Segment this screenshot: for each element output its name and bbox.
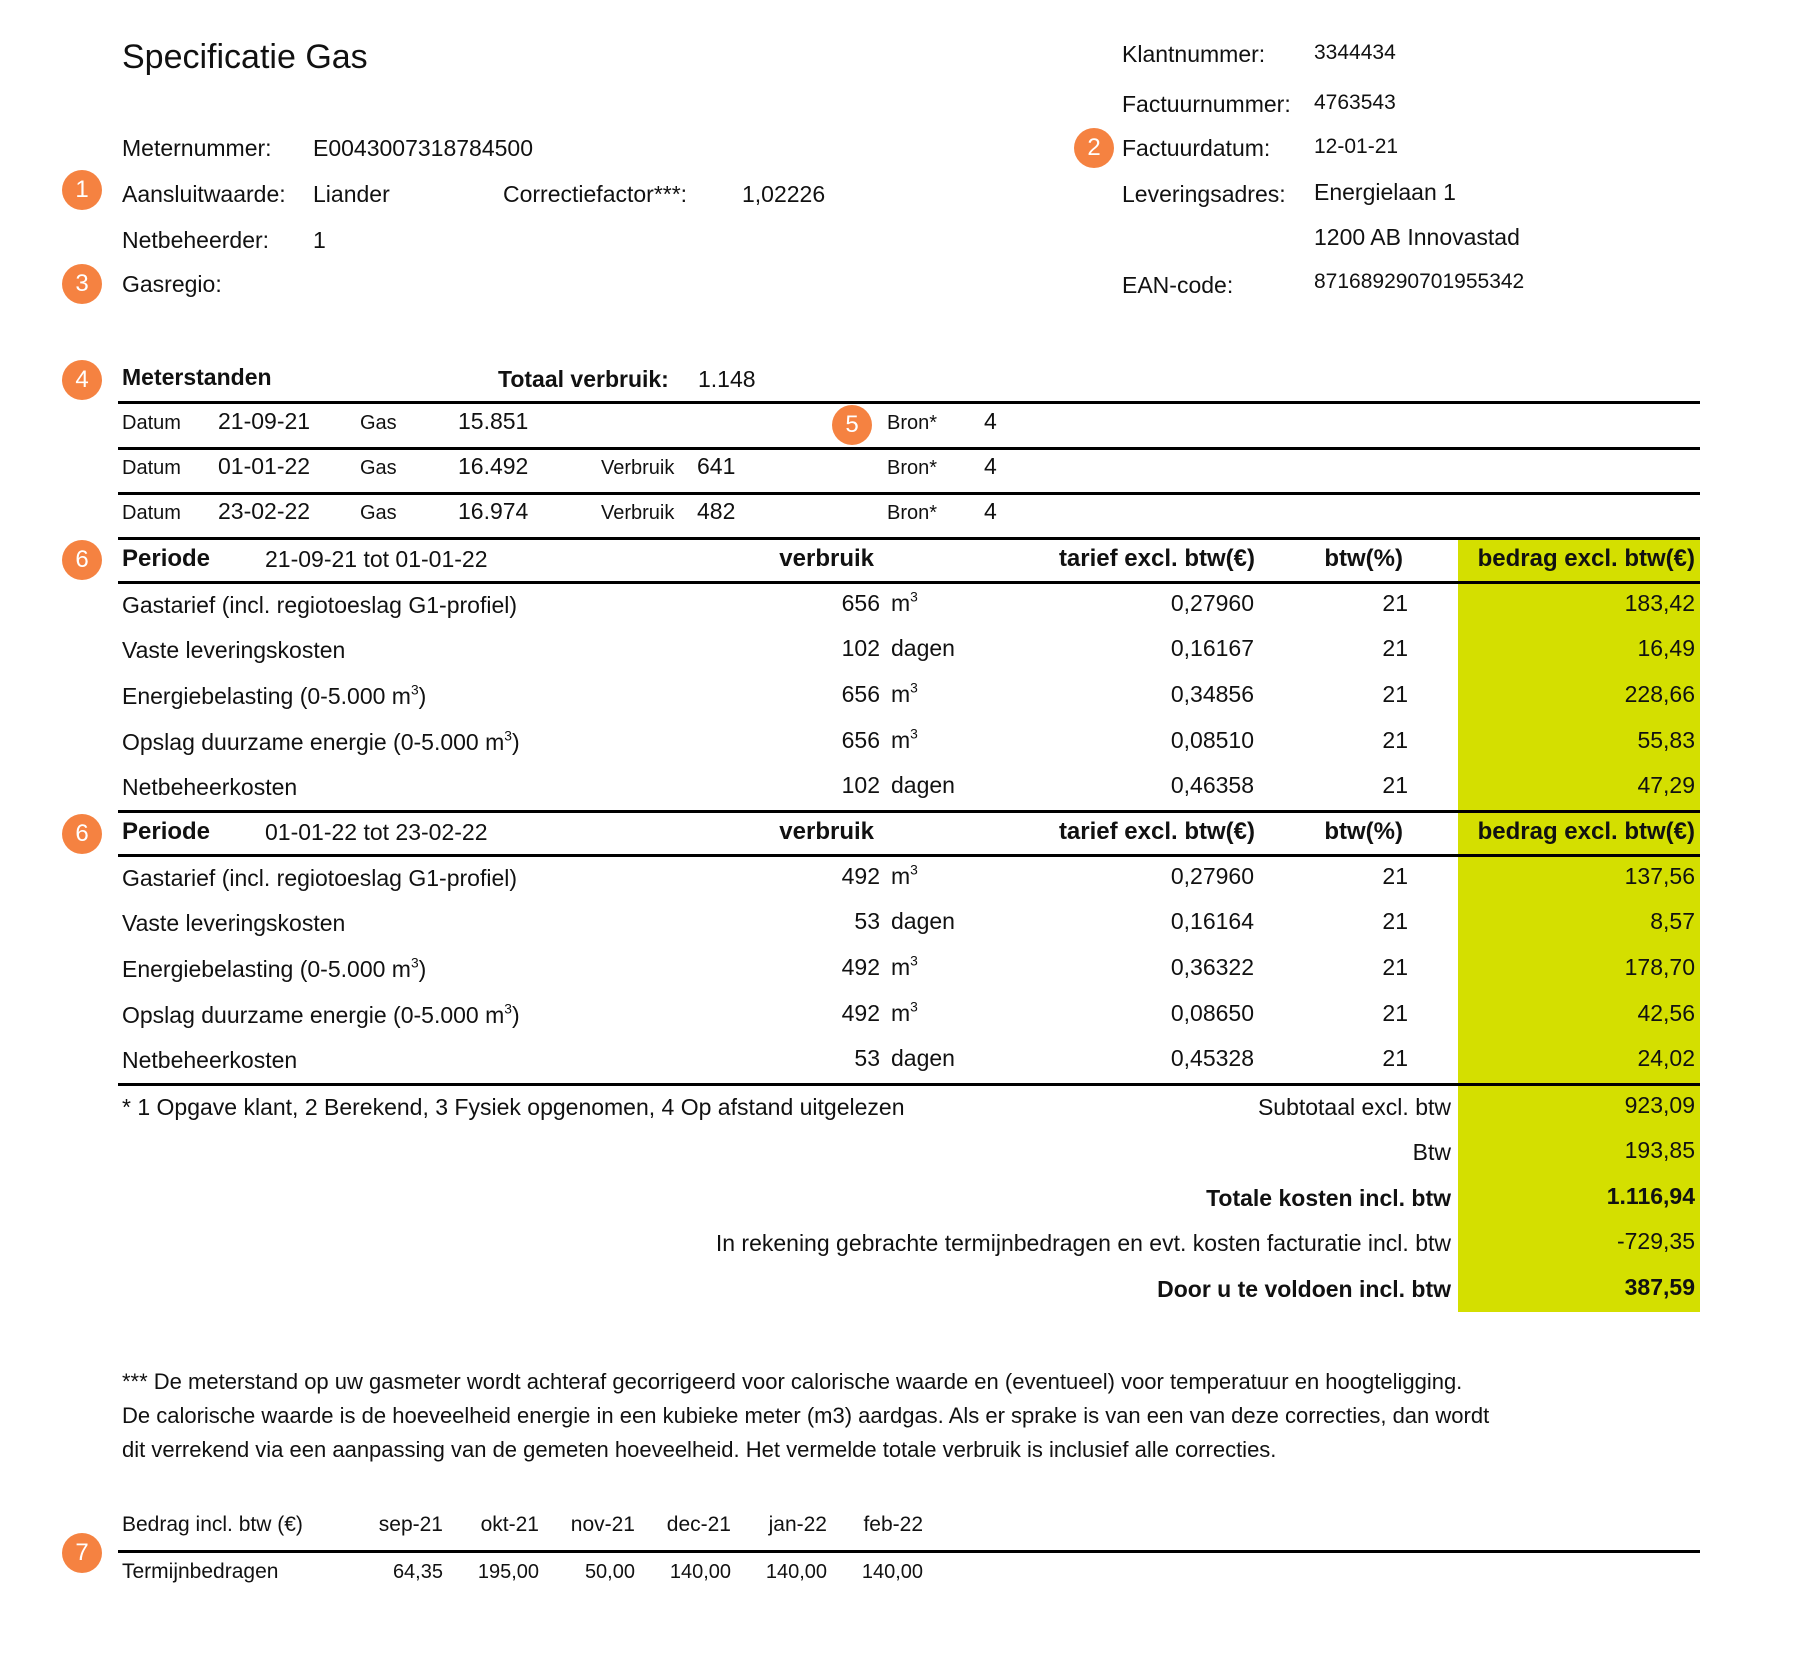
- line-bedrag: 8,57: [1650, 908, 1695, 934]
- badge-4: 4: [62, 360, 102, 400]
- line-bedrag: 24,02: [1637, 1045, 1695, 1071]
- line-tarief: 0,08650: [1170, 1000, 1254, 1026]
- line-bedrag: 16,49: [1637, 635, 1695, 661]
- verbruik-value: 482: [697, 498, 736, 524]
- divider: [118, 401, 1700, 404]
- line-qty: 492: [841, 863, 880, 889]
- line-qty: 102: [841, 772, 880, 798]
- line-tarief: 0,45328: [1170, 1045, 1254, 1071]
- period-table-top-border: [118, 810, 1700, 813]
- termijn-month: dec-21: [666, 1513, 731, 1536]
- line-unit: dagen: [891, 1045, 955, 1071]
- leveringsadres-line1: Energielaan 1: [1314, 179, 1456, 205]
- meternummer-value: E0043007318784500: [313, 135, 534, 161]
- period-range: 01-01-22 tot 23-02-22: [265, 819, 488, 845]
- badge-1: 1: [62, 170, 102, 210]
- leveringsadres-line2: 1200 AB Innovastad: [1314, 224, 1520, 250]
- factuurnummer-label: Factuurnummer:: [1122, 91, 1291, 117]
- gas-label: Gas: [360, 457, 397, 479]
- line-tarief: 0,16164: [1170, 908, 1254, 934]
- line-btw: 21: [1382, 635, 1408, 661]
- termijnbedragen-label: In rekening gebrachte termijnbedragen en evt. kosten facturatie incl. btw: [715, 1230, 1451, 1256]
- line-btw: 21: [1382, 681, 1408, 707]
- line-qty: 656: [841, 590, 880, 616]
- line-unit: $m^3$: [891, 680, 918, 707]
- period-range: 21-09-21 tot 01-01-22: [265, 546, 488, 572]
- termijn-divider: [118, 1550, 1700, 1553]
- line-btw: 21: [1382, 1000, 1408, 1026]
- datum-value: 23-02-22: [218, 498, 311, 524]
- line-bedrag: 55,83: [1637, 727, 1695, 753]
- line-qty: 656: [841, 727, 880, 753]
- badge-6a: 6: [62, 540, 102, 580]
- subtotaal-value: 923,09: [1624, 1092, 1695, 1118]
- termijn-value: 195,00: [477, 1561, 539, 1583]
- datum-value: 21-09-21: [218, 408, 311, 434]
- col-bedrag: bedrag excl. btw(€): [1477, 545, 1695, 572]
- line-tarief: 0,36322: [1170, 954, 1254, 980]
- line-tarief: 0,16167: [1170, 635, 1254, 661]
- line-desc: Gastarief (incl. regiotoeslag G1-profiel): [122, 592, 517, 618]
- line-btw: 21: [1382, 772, 1408, 798]
- line-btw: 21: [1382, 908, 1408, 934]
- period-header-bottom-border: [118, 854, 1700, 857]
- termijn-value: 140,00: [669, 1561, 731, 1583]
- line-unit: dagen: [891, 772, 955, 798]
- termijn-value: 64,35: [392, 1561, 443, 1583]
- line-bedrag: 228,66: [1624, 681, 1695, 707]
- correctiefactor-label: Correctiefactor***:: [503, 181, 688, 207]
- klantnummer-value: 3344434: [1314, 41, 1396, 64]
- totaal-verbruik-label: Totaal verbruik:: [498, 366, 669, 392]
- line-desc: Vaste leveringskosten: [122, 637, 346, 663]
- badge-7: 7: [62, 1533, 102, 1573]
- line-bedrag: 178,70: [1624, 954, 1695, 980]
- line-unit: $m^3$: [891, 953, 918, 980]
- period-label: Periode: [122, 545, 211, 572]
- line-desc: Gastarief (incl. regiotoeslag G1-profiel): [122, 865, 517, 891]
- line-tarief: 0,08510: [1170, 727, 1254, 753]
- datum-label: Datum: [122, 502, 181, 524]
- line-desc: Energiebelasting (0-5.000 $m^3$): [122, 955, 427, 982]
- badge-6b: 6: [62, 814, 102, 854]
- termijn-month: nov-21: [570, 1513, 635, 1536]
- bron-value: 4: [984, 498, 997, 524]
- col-btw: btw(%): [1324, 545, 1403, 572]
- bron-legend: * 1 Opgave klant, 2 Berekend, 3 Fysiek opgenomen, 4 Op afstand uitgelezen: [122, 1094, 905, 1120]
- verbruik-value: 641: [697, 453, 736, 479]
- netbeheerder-value: 1: [313, 227, 326, 253]
- factuurnummer-value: 4763543: [1314, 91, 1396, 114]
- termijn-value: 140,00: [861, 1561, 923, 1583]
- btw-value: 193,85: [1624, 1137, 1695, 1163]
- line-tarief: 0,46358: [1170, 772, 1254, 798]
- klantnummer-label: Klantnummer:: [1122, 41, 1266, 67]
- line-qty: 53: [854, 1045, 880, 1071]
- termijn-month: sep-21: [378, 1513, 443, 1536]
- line-btw: 21: [1382, 1045, 1408, 1071]
- col-bedrag: bedrag excl. btw(€): [1477, 818, 1695, 845]
- line-qty: 492: [841, 954, 880, 980]
- termijn-month: jan-22: [768, 1513, 827, 1536]
- correctiefactor-value: 1,02226: [742, 181, 826, 207]
- ean-value: 871689290701955342: [1314, 270, 1525, 293]
- line-unit: dagen: [891, 635, 955, 661]
- totale-kosten-label: Totale kosten incl. btw: [1206, 1185, 1451, 1211]
- verbruik-label: Verbruik: [601, 502, 675, 524]
- totals-top-border: [118, 1083, 1700, 1086]
- badge-3: 3: [62, 264, 102, 304]
- termijn-month: okt-21: [480, 1513, 539, 1536]
- termijn-value: 140,00: [765, 1561, 827, 1583]
- col-verbruik: verbruik: [779, 818, 874, 845]
- line-unit: $m^3$: [891, 589, 918, 616]
- gas-label: Gas: [360, 412, 397, 434]
- line-btw: 21: [1382, 954, 1408, 980]
- leveringsadres-label: Leveringsadres:: [1122, 181, 1286, 207]
- verbruik-label: Verbruik: [601, 457, 675, 479]
- badge-2: 2: [1074, 128, 1114, 168]
- netbeheerder-label: Netbeheerder:: [122, 227, 270, 253]
- btw-label: Btw: [1412, 1139, 1451, 1165]
- line-tarief: 0,27960: [1170, 590, 1254, 616]
- bron-value: 4: [984, 453, 997, 479]
- line-qty: 53: [854, 908, 880, 934]
- factuurdatum-label: Factuurdatum:: [1122, 135, 1271, 161]
- badge-5: 5: [832, 405, 872, 445]
- bron-label: Bron*: [887, 457, 938, 479]
- line-btw: 21: [1382, 590, 1408, 616]
- line-btw: 21: [1382, 863, 1408, 889]
- datum-label: Datum: [122, 457, 181, 479]
- period-label: Periode: [122, 818, 211, 845]
- factuurdatum-value: 12-01-21: [1314, 135, 1399, 158]
- datum-value: 01-01-22: [218, 453, 311, 479]
- te-voldoen-value: 387,59: [1624, 1274, 1695, 1300]
- line-desc: Netbeheerkosten: [122, 1047, 298, 1073]
- line-desc: Vaste leveringskosten: [122, 910, 346, 936]
- gasregio-label: Gasregio:: [122, 271, 222, 297]
- aansluitwaarde-value: Liander: [313, 181, 390, 207]
- line-bedrag: 42,56: [1637, 1000, 1695, 1026]
- line-bedrag: 183,42: [1624, 590, 1695, 616]
- datum-label: Datum: [122, 412, 181, 434]
- period-header-bottom-border: [118, 581, 1700, 584]
- line-qty: 492: [841, 1000, 880, 1026]
- line-unit: dagen: [891, 908, 955, 934]
- line-bedrag: 47,29: [1637, 772, 1695, 798]
- line-desc: Opslag duurzame energie (0-5.000 $m^3$): [122, 728, 520, 755]
- bron-value: 4: [984, 408, 997, 434]
- line-qty: 656: [841, 681, 880, 707]
- line-bedrag: 137,56: [1624, 863, 1695, 889]
- totale-kosten-value: 1.116,94: [1606, 1183, 1695, 1209]
- line-unit: $m^3$: [891, 999, 918, 1026]
- divider: [118, 492, 1700, 495]
- gas-value: 16.492: [458, 453, 529, 479]
- line-tarief: 0,34856: [1170, 681, 1254, 707]
- footnote-line: dit verrekend via een aanpassing van de gemeten hoeveelheid. Het vermelde totale verbruik is inclusief alle correcties.: [122, 1437, 1277, 1462]
- termijnbedragen-value: -729,35: [1616, 1228, 1695, 1254]
- line-btw: 21: [1382, 727, 1408, 753]
- termijn-row-label: Termijnbedragen: [122, 1560, 279, 1583]
- period-table-top-border: [118, 537, 1700, 540]
- col-tarief: tarief excl. btw(€): [1058, 818, 1255, 845]
- footnote-line: De calorische waarde is de hoeveelheid energie in een kubieke meter (m3) aardgas. Als er sprake is van een van deze correcties, dan wordt: [122, 1403, 1490, 1428]
- termijn-header-label: Bedrag incl. btw (€): [122, 1513, 303, 1536]
- line-desc: Opslag duurzame energie (0-5.000 $m^3$): [122, 1001, 520, 1028]
- ean-label: EAN-code:: [1122, 272, 1234, 298]
- aansluitwaarde-label: Aansluitwaarde:: [122, 181, 286, 207]
- termijn-month: feb-22: [863, 1513, 923, 1536]
- bron-label: Bron*: [887, 502, 938, 524]
- meterstanden-heading: Meterstanden: [122, 364, 272, 390]
- line-tarief: 0,27960: [1170, 863, 1254, 889]
- subtotaal-label: Subtotaal excl. btw: [1257, 1094, 1451, 1120]
- gas-value: 15.851: [458, 408, 529, 434]
- line-desc: Energiebelasting (0-5.000 $m^3$): [122, 682, 427, 709]
- te-voldoen-label: Door u te voldoen incl. btw: [1157, 1276, 1451, 1302]
- termijn-value: 50,00: [584, 1561, 635, 1583]
- bron-label: Bron*: [887, 412, 938, 434]
- gas-value: 16.974: [458, 498, 529, 524]
- line-qty: 102: [841, 635, 880, 661]
- line-unit: $m^3$: [891, 726, 918, 753]
- totaal-verbruik-value: 1.148: [698, 366, 756, 392]
- gas-label: Gas: [360, 502, 397, 524]
- col-tarief: tarief excl. btw(€): [1058, 545, 1255, 572]
- line-desc: Netbeheerkosten: [122, 774, 298, 800]
- line-unit: $m^3$: [891, 862, 918, 889]
- page-title: Specificatie Gas: [122, 38, 368, 76]
- col-btw: btw(%): [1324, 818, 1403, 845]
- divider: [118, 447, 1700, 450]
- col-verbruik: verbruik: [779, 545, 874, 572]
- footnote-line: *** De meterstand op uw gasmeter wordt achteraf gecorrigeerd voor calorische waarde en (eventueel) voor temperatuur en hoogteligging.: [122, 1369, 1463, 1394]
- meternummer-label: Meternummer:: [122, 135, 272, 161]
